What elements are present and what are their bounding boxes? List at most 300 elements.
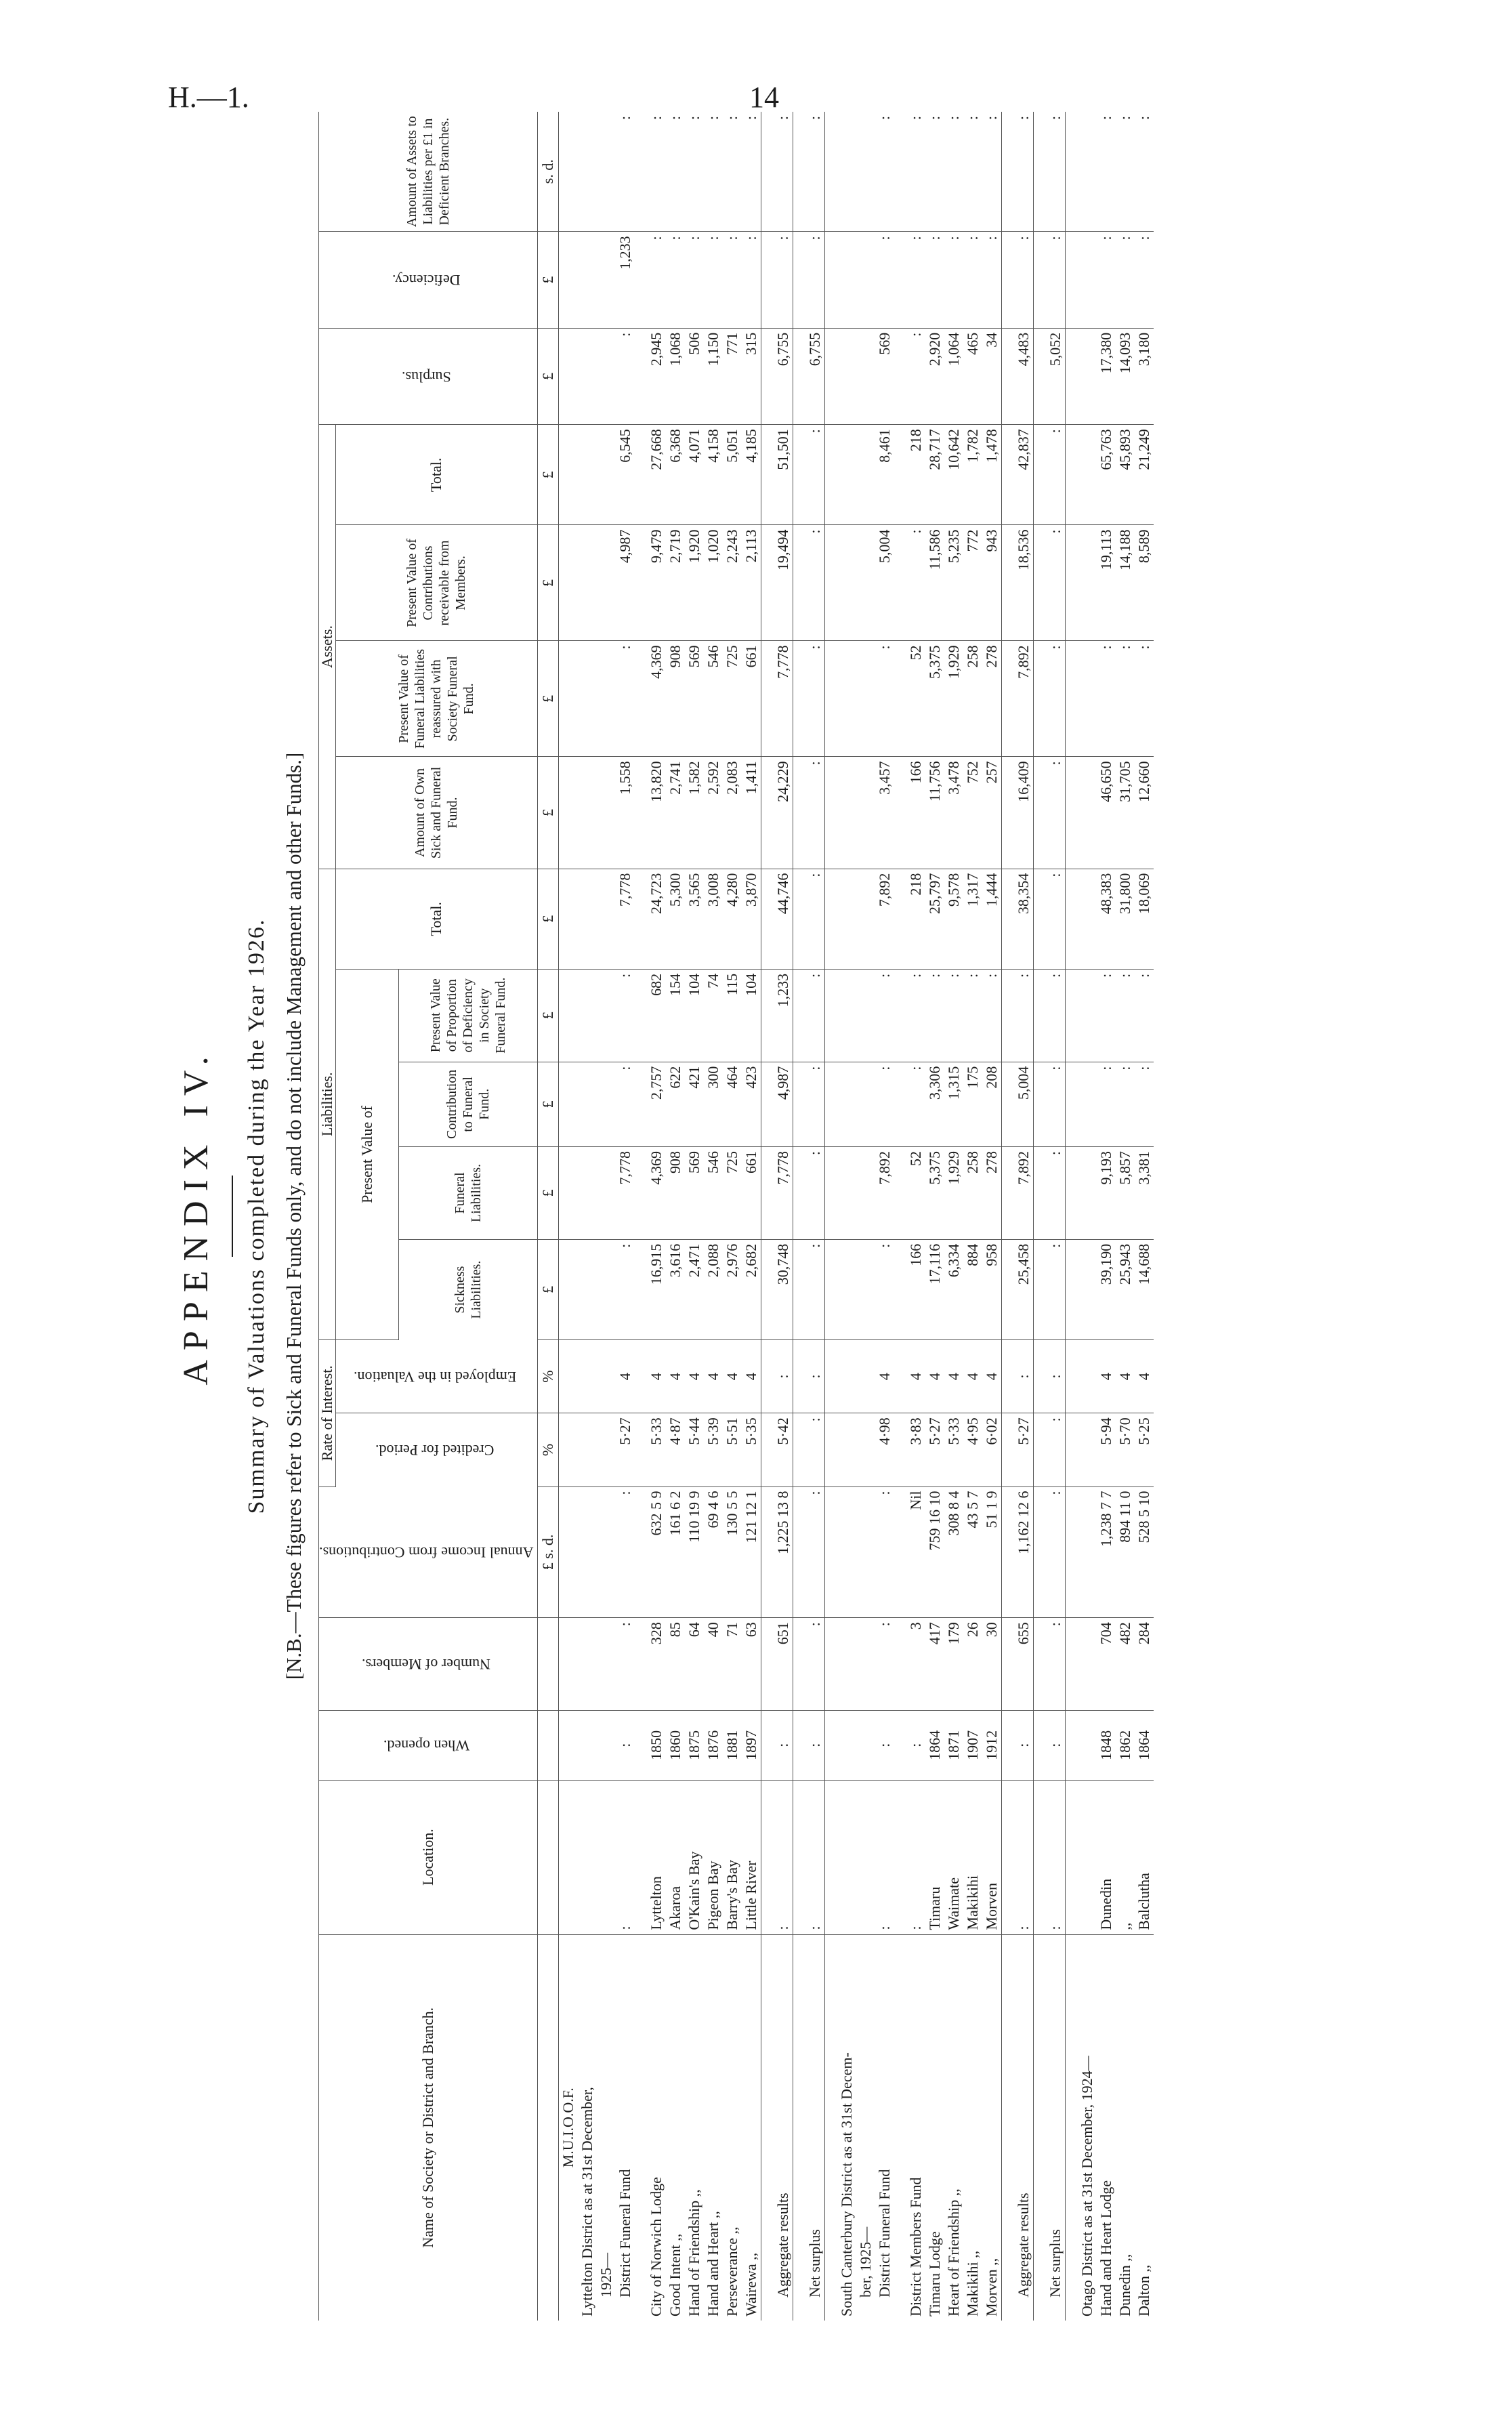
cell-pvc: 9,479 [635,525,666,641]
cell-def: : [925,232,944,328]
row-name: Hand and Heart Lodge [1097,2180,1114,2316]
cell-def [1065,232,1097,328]
cell-ltot: 18,069 [1135,869,1154,969]
row-name: Dunedin ,, [1116,2253,1133,2316]
cell-location: Timaru [925,1780,944,1934]
cell-members [1065,1618,1097,1711]
cell-location: Lyttelton [635,1780,666,1934]
col-liabilities-group: Liabilities. [319,869,336,1339]
cell-rate-e: 4 [723,1339,742,1413]
cell-opened: : [793,1711,824,1781]
col-rate-employed: Employed in the Valuation. [336,1339,538,1413]
unit-contrib: £ [537,1062,558,1146]
cell-prop: : [963,969,982,1062]
cell-members: 40 [704,1618,723,1711]
cell-con: : [894,1062,925,1146]
cell-def: : [761,232,793,328]
cell-fun: 908 [666,1147,685,1240]
cell-prop [824,969,856,1062]
cell-prop [558,969,578,1062]
cell-rate-e [578,1339,597,1413]
row-name: Lyttelton District as at 31st December, [578,2087,595,2316]
cell-pvf: : [793,641,824,757]
cell-prop: 74 [704,969,723,1062]
cell-members: 704 [1097,1618,1116,1711]
cell-def [597,232,616,328]
cell-income: 528 5 10 [1135,1486,1154,1618]
cell-sick: 884 [963,1239,982,1339]
cell-sur: 1,064 [944,328,963,424]
col-proportion: Present Value of Proportion of Deficiency in Society Funeral Fund. [399,969,537,1062]
cell-ltot: 4,280 [723,869,742,969]
cell-pp [856,112,875,232]
cell-sur: 465 [963,328,982,424]
cell-opened: : [1033,1711,1065,1781]
cell-own: 2,741 [666,757,685,869]
cell-prop: 104 [685,969,704,1062]
row-name: Aggregate results [761,1934,793,2321]
cell-rate-e: : [1033,1339,1065,1413]
cell-rate-e [824,1339,856,1413]
table-row [1033,112,1065,2321]
cell-location: : [1033,1780,1065,1934]
cell-rate-e: : [1001,1339,1033,1413]
cell-opened: 1864 [925,1711,944,1781]
cell-pvc: : [894,525,925,641]
cell-atot: 27,668 [635,425,666,525]
cell-atot: 4,158 [704,425,723,525]
unit-liab-total: £ [537,869,558,969]
cell-rate-c [1065,1413,1097,1486]
cell-pp: : [793,112,824,232]
cell-prop: : [1033,969,1065,1062]
cell-pvf: : [1097,641,1116,757]
cell-con: 4,987 [761,1062,793,1146]
cell-rate-c: 4·95 [963,1413,982,1486]
cell-sick [558,1239,578,1339]
cell-def: : [704,232,723,328]
cell-pvf [1065,641,1097,757]
page-number: 14 [749,81,779,114]
section-heading-row [824,112,856,2321]
cell-members [597,1618,616,1711]
cell-rate-e: 4 [1097,1339,1116,1413]
cell-opened: 1875 [685,1711,704,1781]
cell-con [824,1062,856,1146]
cell-opened: 1860 [666,1711,685,1781]
cell-own: 752 [963,757,982,869]
cell-con [1065,1062,1097,1146]
cell-rate-e: 4 [1135,1339,1154,1413]
cell-def: : [1033,232,1065,328]
cell-sur: 1,150 [704,328,723,424]
cell-pvf: 908 [666,641,685,757]
cell-rate-c: 5·70 [1116,1413,1135,1486]
cell-ltot: 38,354 [1001,869,1033,969]
row-name: South Canterbury District as at 31st Decem- [824,1934,856,2321]
cell-pp: : [1001,112,1033,232]
cell-own: 13,820 [635,757,666,869]
cell-con: : [616,1062,635,1146]
unit-location [537,1780,558,1934]
cell-con: : [1135,1062,1154,1146]
cell-members: 85 [666,1618,685,1711]
cell-opened [1065,1711,1097,1781]
table-row [635,112,666,2321]
table-row [616,112,635,2321]
cell-sur [578,328,597,424]
cell-income: 43 5 7 [963,1486,982,1618]
cell-sur [597,328,616,424]
cell-pp: : [685,112,704,232]
cell-con: : [1097,1062,1116,1146]
cell-location: : [1001,1780,1033,1934]
cell-location: ,, [1116,1780,1135,1934]
row-name: Timaru Lodge [925,2231,943,2316]
cell-rate-e: 4 [635,1339,666,1413]
cell-def: : [894,232,925,328]
valuations-table [318,112,1154,2321]
cell-sick: 3,616 [666,1239,685,1339]
cell-con: 423 [742,1062,761,1146]
cell-rate-c: 5·94 [1097,1413,1116,1486]
cell-pvf [558,641,578,757]
cell-pp: : [982,112,1002,232]
cell-ltot: : [1033,869,1065,969]
cell-opened: : [761,1711,793,1781]
cell-members [824,1618,856,1711]
cell-prop: : [1135,969,1154,1062]
cell-pp [578,112,597,232]
cell-pvf: 7,778 [761,641,793,757]
cell-sick: 25,458 [1001,1239,1033,1339]
cell-ltot: : [793,869,824,969]
cell-opened: 1897 [742,1711,761,1781]
cell-location [1065,1780,1097,1934]
cell-con: 3,306 [925,1062,944,1146]
cell-rate-c: 4·87 [666,1413,685,1486]
cell-income: 894 11 0 [1116,1486,1135,1618]
cell-own: : [793,757,824,869]
cell-pp: : [635,112,666,232]
cell-pvf: : [1116,641,1135,757]
title-rule [232,1176,233,1257]
cell-atot: 28,717 [925,425,944,525]
table-row [723,112,742,2321]
col-pv-funeral-assets: Present Value of Funeral Liabilities reassured with Society Funeral Fund. [336,641,538,757]
cell-ltot [1065,869,1097,969]
cell-sur: 14,093 [1116,328,1135,424]
table-row [875,112,894,2321]
table-row [894,112,925,2321]
cell-pp: : [1116,112,1135,232]
cell-def [824,232,856,328]
cell-income [856,1486,875,1618]
cell-def: : [742,232,761,328]
cell-atot: 5,051 [723,425,742,525]
cell-rate-c: 5·27 [1001,1413,1033,1486]
cell-own: 24,229 [761,757,793,869]
cell-sur: 1,068 [666,328,685,424]
cell-members: : [875,1618,894,1711]
cell-sur: 315 [742,328,761,424]
cell-rate-e: 4 [685,1339,704,1413]
cell-atot: 6,368 [666,425,685,525]
cell-rate-c [824,1413,856,1486]
unit-opened [537,1711,558,1781]
cell-own [558,757,578,869]
cell-fun [824,1147,856,1240]
cell-own: : [1033,757,1065,869]
cell-def [558,232,578,328]
cell-rate-e [597,1339,616,1413]
row-name: Makikihi ,, [963,2250,981,2316]
cell-location: : [875,1780,894,1934]
cell-def: 1,233 [616,232,635,328]
cell-own: 46,650 [1097,757,1116,869]
cell-sick: 14,688 [1135,1239,1154,1339]
cell-ltot: 31,800 [1116,869,1135,969]
cell-income: : [793,1486,824,1618]
cell-sur: : [616,328,635,424]
cell-members: 3 [894,1618,925,1711]
cell-sur [856,328,875,424]
cell-rate-e: 4 [704,1339,723,1413]
cell-con: : [1116,1062,1135,1146]
cell-location [856,1780,875,1934]
unit-sickness: £ [537,1239,558,1339]
cell-atot [578,425,597,525]
cell-con: 300 [704,1062,723,1146]
cell-atot [558,425,578,525]
cell-members: 71 [723,1618,742,1711]
cell-pp: : [925,112,944,232]
cell-ltot: 218 [894,869,925,969]
cell-pvf: 546 [704,641,723,757]
cell-own: 12,660 [1135,757,1154,869]
cell-opened: 1881 [723,1711,742,1781]
cell-prop: 115 [723,969,742,1062]
cell-pvc: 8,589 [1135,525,1154,641]
cell-sur [558,328,578,424]
row-name: ber, 1925— [856,2226,874,2297]
table-row [1116,112,1135,2321]
cell-sick: 25,943 [1116,1239,1135,1339]
cell-def: : [685,232,704,328]
cell-rate-c: 5·39 [704,1413,723,1486]
cell-rate-e: : [761,1339,793,1413]
cell-con: 464 [723,1062,742,1146]
col-per-pound: Amount of Assets to Liabilities per £1 in Deficient Branches. [319,112,538,232]
cell-pvc: 19,494 [761,525,793,641]
cell-con: : [1033,1062,1065,1146]
cell-prop: : [944,969,963,1062]
unit-rate-employed: % [537,1339,558,1413]
cell-con [558,1062,578,1146]
cell-income: 1,238 7 7 [1097,1486,1116,1618]
cell-members: : [793,1618,824,1711]
cell-opened [558,1711,578,1781]
unit-per-pound: s. d. [537,112,558,232]
cell-rate-c: 5·27 [616,1413,635,1486]
cell-atot [856,425,875,525]
cell-pvf: 7,892 [1001,641,1033,757]
cell-pvf [597,641,616,757]
cell-pvc: 2,113 [742,525,761,641]
cell-pvf: 258 [963,641,982,757]
cell-own: 3,478 [944,757,963,869]
cell-income: 130 5 5 [723,1486,742,1618]
cell-sick: 166 [894,1239,925,1339]
cell-pvc: 1,920 [685,525,704,641]
cell-members: 655 [1001,1618,1033,1711]
cell-opened: 1907 [963,1711,982,1781]
cell-rate-e [1065,1339,1097,1413]
unit-surplus: £ [537,328,558,424]
cell-pvf [856,641,875,757]
cell-pvc: 19,113 [1097,525,1116,641]
cell-fun: 1,929 [944,1147,963,1240]
cell-income [824,1486,856,1618]
row-name: Aggregate results [1001,1934,1033,2321]
row-name: Wairewa ,, [742,2252,759,2316]
cell-con: 1,315 [944,1062,963,1146]
cell-prop: : [925,969,944,1062]
cell-pvf: 661 [742,641,761,757]
cell-rate-c [856,1413,875,1486]
cell-ltot: 1,444 [982,869,1002,969]
cell-opened: 1876 [704,1711,723,1781]
cell-members: 482 [1116,1618,1135,1711]
table-row [1097,112,1116,2321]
cell-ltot: 48,383 [1097,869,1116,969]
table-row [685,112,704,2321]
row-name: 1925— [597,2253,614,2297]
section-heading-row [856,112,875,2321]
cell-rate-e: : [793,1339,824,1413]
cell-income: 632 5 9 [635,1486,666,1618]
cell-ltot: 5,300 [666,869,685,969]
cell-con: 2,757 [635,1062,666,1146]
cell-location: O'Kain's Bay [685,1780,704,1934]
cell-ltot: 3,870 [742,869,761,969]
cell-fun: : [1033,1147,1065,1240]
cell-sick: 17,116 [925,1239,944,1339]
cell-own [597,757,616,869]
cell-pvc: 5,235 [944,525,963,641]
cell-fun [578,1147,597,1240]
cell-ltot: 3,565 [685,869,704,969]
cell-location [824,1780,856,1934]
cell-def: : [635,232,666,328]
cell-rate-c: 3·83 [894,1413,925,1486]
cell-opened: 1864 [1135,1711,1154,1781]
cell-location: Little River [742,1780,761,1934]
cell-fun [1065,1147,1097,1240]
cell-sur [824,328,856,424]
cell-fun: : [793,1147,824,1240]
table-row [761,112,793,2321]
cell-rate-e: 4 [616,1339,635,1413]
cell-atot: 10,642 [944,425,963,525]
table-note: [N.B.—These figures refer to Sick and Funeral Funds only, and do not include Management and other Funds.] [282,752,306,1680]
cell-atot: 65,763 [1097,425,1116,525]
cell-fun: 52 [894,1147,925,1240]
cell-own [1065,757,1097,869]
cell-opened: : [1001,1711,1033,1781]
cell-ltot: 7,778 [616,869,635,969]
cell-members: 64 [685,1618,704,1711]
cell-rate-e: 4 [1116,1339,1135,1413]
col-assets-total: Total. [336,425,538,525]
cell-pvc: : [793,525,824,641]
cell-members [578,1618,597,1711]
cell-atot: 45,893 [1116,425,1135,525]
cell-fun: 4,369 [635,1147,666,1240]
cell-prop [597,969,616,1062]
cell-pvc: 4,987 [616,525,635,641]
col-contrib: Contribution to Funeral Fund. [399,1062,537,1146]
cell-atot [824,425,856,525]
cell-fun: 661 [742,1147,761,1240]
cell-rate-e [558,1339,578,1413]
cell-income: : [875,1486,894,1618]
cell-pp: : [761,112,793,232]
cell-rate-c: 5·42 [761,1413,793,1486]
cell-pvf: : [1135,641,1154,757]
row-name: Good Intent ,, [666,2233,684,2316]
cell-con: 5,004 [1001,1062,1033,1146]
cell-own [856,757,875,869]
cell-def [578,232,597,328]
row-name: Otago District as at 31st December, 1924— [1065,1934,1097,2321]
cell-atot: 21,249 [1135,425,1154,525]
cell-ltot: 7,892 [875,869,894,969]
cell-sur: 17,380 [1097,328,1116,424]
cell-sick: 2,682 [742,1239,761,1339]
cell-opened: : [875,1711,894,1781]
cell-con: : [793,1062,824,1146]
unit-deficiency: £ [537,232,558,328]
cell-location [597,1780,616,1934]
cell-prop [1065,969,1097,1062]
cell-prop: : [1097,969,1116,1062]
cell-atot: 4,071 [685,425,704,525]
cell-location: Pigeon Bay [704,1780,723,1934]
cell-opened: 1912 [982,1711,1002,1781]
cell-pvc: 1,020 [704,525,723,641]
cell-location: Barry's Bay [723,1780,742,1934]
cell-location: Dunedin [1097,1780,1116,1934]
cell-con: 421 [685,1062,704,1146]
cell-sur: 6,755 [793,328,824,424]
cell-rate-c [597,1413,616,1486]
cell-ltot: 3,008 [704,869,723,969]
cell-rate-c: : [1033,1413,1065,1486]
cell-own: 11,756 [925,757,944,869]
cell-rate-e: 4 [925,1339,944,1413]
cell-rate-c: : [793,1413,824,1486]
cell-fun: 569 [685,1147,704,1240]
cell-members: 30 [982,1618,1002,1711]
cell-pp: : [1135,112,1154,232]
cell-income: 121 12 1 [742,1486,761,1618]
cell-prop: 154 [666,969,685,1062]
cell-pp: : [704,112,723,232]
cell-members [856,1618,875,1711]
cell-sur: : [894,328,925,424]
cell-pp [824,112,856,232]
